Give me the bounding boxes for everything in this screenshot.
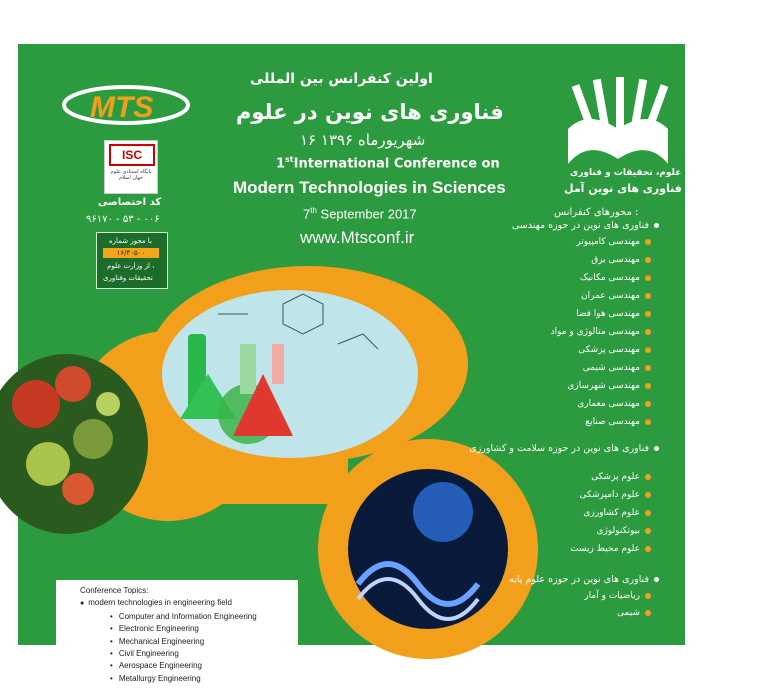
en-title-line-2: Modern Technologies in Sciences [233, 178, 506, 197]
topic-item: مهندسی برق [591, 255, 651, 265]
isc-label: ISC [109, 144, 155, 166]
bullet-icon [645, 365, 651, 371]
topic-item: مهندسی شیمی [583, 363, 651, 373]
topic-item: علوم کشاورزی [583, 508, 651, 518]
topic-group-heading: فناوری های نوین در حوزه علوم پایه [509, 574, 659, 585]
permit-box [96, 232, 168, 289]
en-topic-item: • Mechanical Engineering [80, 636, 257, 648]
bullet-icon [645, 610, 651, 616]
topic-item: علوم دامپزشکی [580, 490, 651, 500]
topic-item: مهندسی کامپیوتر [576, 237, 651, 247]
topic-item: مهندسی شهرسازی [567, 381, 651, 391]
bullet-icon [645, 257, 651, 263]
university-label: دانشگاه تخصصی فناوری های نوین آمل [564, 182, 776, 195]
topic-item: مهندسی معماری [577, 399, 651, 409]
bullet-icon [645, 528, 651, 534]
en-topic-item: • Metallurgy Engineering [80, 673, 257, 685]
bullet-icon [645, 347, 651, 353]
website-link[interactable]: www.Mtsconf.ir [300, 228, 415, 247]
conference-poster [18, 44, 776, 683]
bullet-icon [645, 593, 651, 599]
bullet-icon [654, 577, 659, 582]
topic-item: مهندسی پزشکی [578, 345, 651, 355]
english-topics [80, 585, 257, 685]
topic-group-heading: فناوری های نوین در حوزه مهندسی [512, 220, 659, 231]
code-value: ۹۶۱۷۰ - ۵۳ - ۰۰۶ [86, 214, 160, 225]
permit-line-1: با مجوز شماره [109, 237, 152, 245]
bullet-icon [645, 546, 651, 552]
bullet-icon [645, 419, 651, 425]
bullet-icon [645, 401, 651, 407]
permit-line-4: تحقیقات وفناوری [103, 274, 153, 282]
bullet-icon [645, 275, 651, 281]
bullet-icon [645, 311, 651, 317]
bullet-icon [645, 510, 651, 516]
topic-group-heading: فناوری های نوین در حوزه سلامت و کشاورزی [469, 443, 659, 454]
permit-number: ۱۶/۴۰۵۰۰ [103, 248, 159, 258]
svg-text:MTS: MTS [90, 91, 154, 124]
permit-line-3: از وزارت علوم ، [107, 262, 155, 270]
en-topic-item: • Computer and Information Engineering [80, 611, 257, 623]
en-title-line-1: 1stInternational Conference on [276, 155, 500, 172]
bullet-icon [645, 492, 651, 498]
ministry-label: وزارت علوم، تحقیقات و فناوری [570, 168, 713, 178]
topic-item: مهندسی صنایع [585, 417, 651, 427]
bullet-icon [654, 446, 659, 451]
en-topics-heading: Conference Topics: [80, 586, 149, 595]
topic-item: علوم پزشکی [591, 472, 651, 482]
mts-logo [60, 79, 192, 131]
topic-item: مهندسی مکانیک [580, 273, 651, 283]
isc-subtitle: پایگاه استنادی علوم جهان اسلام [110, 169, 152, 181]
fa-title-line-2: فناوری های نوین در علوم [236, 100, 504, 124]
topics-heading: محورهای کنفرانس : [554, 207, 639, 218]
bullet-icon [645, 329, 651, 335]
topic-item: شیمی [617, 608, 651, 618]
fa-date: ۱۶ شهریورماه ۱۳۹۶ [300, 131, 426, 149]
bullet-icon [645, 383, 651, 389]
en-topic-item: • Aerospace Engineering [80, 660, 257, 672]
code-label: کد اختصاصی [98, 197, 162, 208]
en-topics-main: ● modern technologies in engineering field [80, 597, 257, 610]
topic-item: مهندسی هوا فضا [576, 309, 651, 319]
bullet-icon [645, 239, 651, 245]
topic-item: مهندسی متالوژی و مواد [551, 327, 651, 337]
bullet-icon [654, 223, 659, 228]
topic-item: علوم محیط زیست [570, 544, 651, 554]
en-topic-item: • Electronic Engineering [80, 623, 257, 635]
lab-glassware-image [162, 290, 418, 458]
fa-title-line-1: اولین کنفرانس بین المللی [250, 71, 433, 87]
topic-item: مهندسی عمران [581, 291, 651, 301]
en-topic-item: • Civil Engineering [80, 648, 257, 660]
topic-item: ریاضیات و آمار [584, 591, 651, 601]
bullet-icon [645, 474, 651, 480]
university-logo [558, 69, 678, 219]
topic-item: بیوتکنولوژی [597, 526, 652, 536]
bullet-icon [645, 293, 651, 299]
en-date: 7th September 2017 [303, 206, 417, 222]
dna-image [348, 469, 508, 629]
isc-badge [104, 140, 158, 194]
